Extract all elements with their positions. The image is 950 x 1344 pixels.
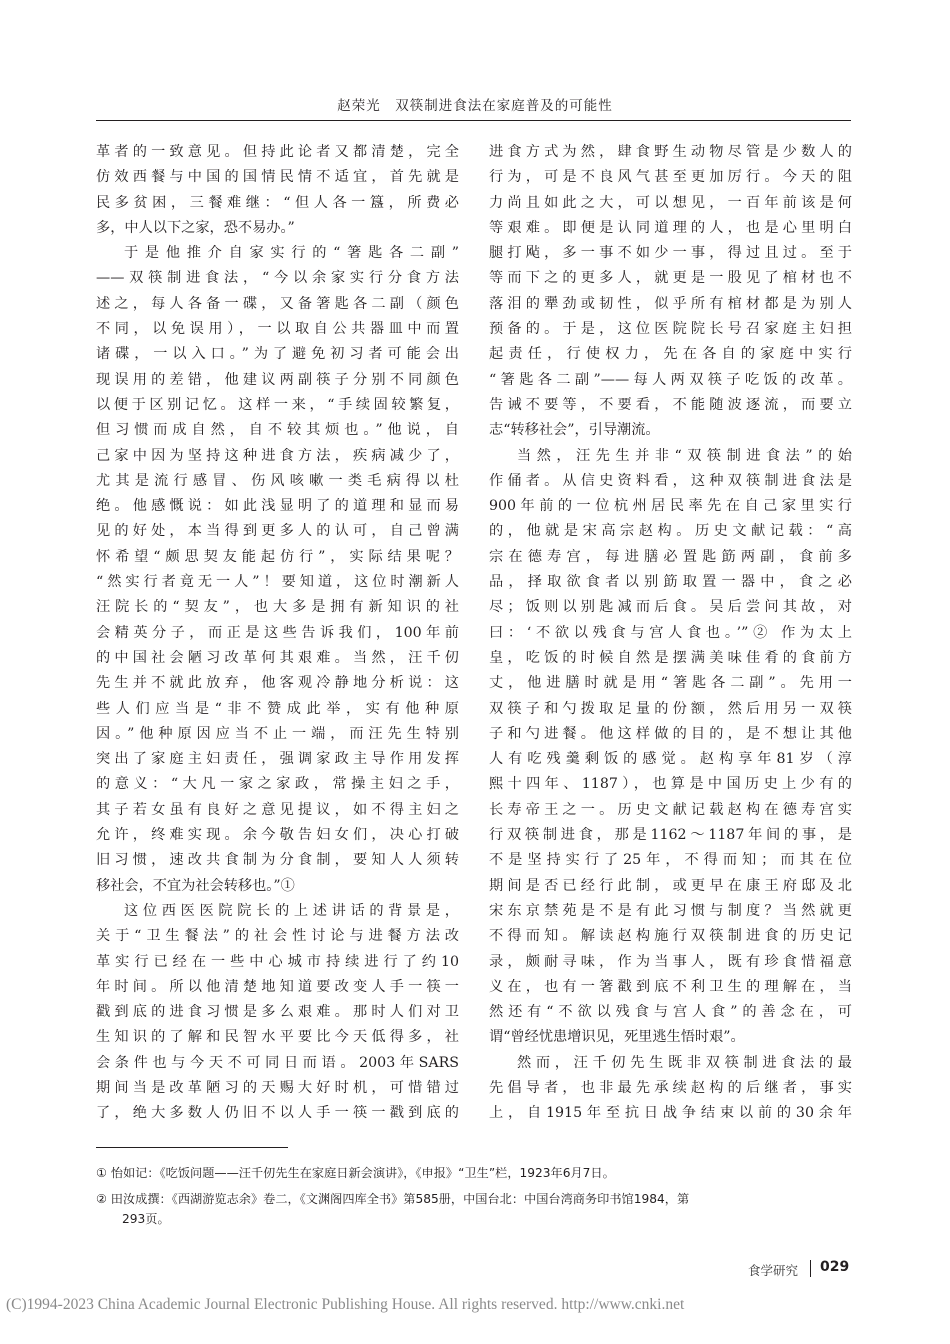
text-line: 期间当是改革陋习的天赐大好时机，可惜错过 [96,1079,459,1096]
text-line: 子和勺进餐。他这样做的目的，是不想让其他 [489,725,852,742]
text-line: 旧习惯，速改共食制为分食制，要知人人须转 [96,852,459,869]
text-line: 因。”他种原因应当不止一端，而汪先生特别 [96,725,459,742]
text-line: 绝。他感慨说：如此浅显明了的道理和显而易 [96,498,459,515]
footnote-rule [96,1147,288,1148]
text-line: 丈，他进膳时就是用“箸匙各二副”。先用一 [489,675,852,692]
text-line: 但习惯而成自然，自不较其烦也。”他说，自 [96,422,459,439]
text-line: 等艰难。即便是认同道理的人，也是心里明白 [489,219,852,236]
text-line: 录，颇耐寻味，作为当事人，既有珍食惜福意 [489,953,852,970]
text-line: 这位西医医院院长的上述讲话的背景是， [124,902,459,919]
text-line: 谓“曾经忧患增识见，死里逃生悟时艰”。 [489,1029,745,1046]
text-line: 的中国社会陋习改革何其艰难。当然，汪千仞 [96,649,459,666]
text-line: 仿效西餐与中国的国情民情不适宜，首先就是 [96,169,459,186]
text-line: 怀希望“颇思契友能起仿行”，实际结果呢？ [96,548,459,565]
text-line: 见的好处，本当得到更多人的认可，自己曾满 [96,523,459,540]
text-line: 会条件也与今天不可同日而语。2003年SARS [96,1054,459,1071]
text-line: 尽；饭则以别匙减而后食。吴后尝问其故，对 [489,599,852,616]
text-line: 其子若女虽有良好之意见提议，如不得主妇之 [96,801,459,818]
text-line: 述之，每人各备一碟，又备箸匙各二副（颜色 [96,295,459,312]
text-line: 落泪的犟劲或韧性，似乎所有棺材都是为别人 [489,295,852,312]
text-line: 的意义：“大凡一家之家政，常操主妇之手， [96,776,459,793]
text-line: 不是坚持实行了25年，不得而知；而其在位 [489,852,852,869]
text-line: 力尚且如此之大，可以想见，一百年前该是何 [489,194,852,211]
text-line: 皇，吃饭的时候自然是摆满美味佳肴的食前方 [489,649,852,666]
text-line: 己家中因为坚持这种进食方法，疾病减少了， [96,447,459,464]
text-line: 些人们应当是“非不赞成此举，实有他种原 [96,700,459,717]
text-line: 先生并不就此放弃，他客观冷静地分析说：这 [96,675,459,692]
text-line: 等而下之的更多人，就更是一股见了棺材也不 [489,270,852,287]
text-line: 宗在德寿宫，每进膳必置匙筯两副，食前多 [489,548,852,565]
text-line: “箸匙各二副”——每人两双筷子吃饭的改革。 [489,371,852,388]
text-line: 不同，以免误用），一以取自公共器皿中而置 [96,321,459,338]
header-rule [96,120,851,121]
page-number: 029 [820,1259,850,1275]
text-line: 然还有“不欲以残食与宫人食”的善念在，可 [489,1004,852,1021]
text-line: 民多贫困，三餐难继：“但人各一簋，所费必 [96,194,459,211]
text-line: 于是他推介自家实行的“箸匙各二副” [124,245,459,262]
text-line: 革实行已经在一些中心城市持续进行了约10 [96,953,459,970]
running-head: 赵荣光 双筷制进食法在家庭普及的可能性 [337,98,613,114]
text-line: 突出了家庭主妇责任，强调家政主导作用发挥 [96,751,459,768]
left-column [96,140,459,1127]
text-line: 期间是否已经行此制，或更早在康王府邸及北 [489,877,852,894]
text-line: 行为，可是不良风气甚至更加厉行。今天的阻 [489,169,852,186]
text-line: 曰：‘不欲以残食与宫人食也。’”② 作为太上 [489,624,852,641]
text-line: 革者的一致意见。但持此论者又都清楚，完全 [96,144,459,160]
text-line: 关于“卫生餐法”的社会性讨论与进餐方法改 [96,928,459,945]
text-line: 生知识的了解和民智水平要比今天低得多，社 [96,1029,459,1046]
text-line: 长寿帝王之一。历史文献记载赵构在德寿宫实 [489,801,852,818]
text-line: 宋东京禁苑是不是有此习惯与制度？当然就更 [489,902,852,919]
journal-name: 食学研究 [747,1263,798,1278]
footnote-1: ① 怡如记：《吃饭问题——汪千仞先生在家庭日新会演讲》，《申报》“卫生”栏，1923年6月7日。 [96,1166,615,1180]
text-line: 起责任，行使权力，先在各自的家庭中实行 [489,346,852,363]
text-line: 诸碟，一以入口。”为了避免初习者可能会出 [96,346,459,363]
folio-divider [810,1260,811,1277]
text-line: 多，中人以下之家，恐不易办。” [96,219,295,236]
text-line: 的，他就是宋高宗赵构。历史文献记载：“高 [489,523,852,540]
text-line: 了，绝大多数人仍旧不以人手一筷一戳到底的 [96,1105,459,1122]
text-line: 告诫不要等，不要看，不能随波逐流，而要立 [489,396,852,413]
text-line: 志“转移社会”，引导潮流。 [489,422,660,439]
text-line: 熙十四年、1187），也算是中国历史上少有的 [489,776,852,793]
text-line: 腿打飐，多一事不如少一事，得过且过。至于 [489,245,852,262]
text-line: 允许，终难实现。余今敬告妇女们，决心打破 [96,827,459,844]
text-line: 先倡导者，也非最先承续赵构的后继者，事实 [489,1079,852,1096]
text-line: 会精英分子，而正是这些告诉我们，100年前 [96,624,459,641]
text-line: 尤其是流行感冒、伤风咳嗽一类毛病得以杜 [96,472,459,489]
text-line: 以便于区别记忆。这样一来，“手续固较繁复， [96,396,459,413]
text-line: 作俑者。从信史资料看，这种双筷制进食法是 [489,472,852,489]
text-line: 移社会，不宜为社会转移也。”① [96,877,295,894]
text-line: 义在，也有一箸戳到底不利卫生的理解在，当 [489,978,852,995]
text-line: 当然，汪先生并非“双筷制进食法”的始 [517,447,852,464]
text-line: 品，择取欲食者以别筯取置一器中，食之必 [489,574,852,591]
text-line: 行双筷制进食，那是1162～1187年间的事，是 [489,827,852,844]
text-line: 戳到底的进食习惯是多么艰难。那时人们对卫 [96,1004,459,1021]
copyright-notice: (C)1994-2023 China Academic Journal Electronic Publishing House. All rights reserved. http://www.cnki.net [6,1296,685,1313]
right-column [489,140,852,1127]
text-line: 人有吃残羹剩饭的感觉。赵构享年81岁（淳 [489,751,852,768]
text-line: 然而，汪千仞先生既非双筷制进食法的最 [517,1054,852,1071]
text-line: 上，自1915年至抗日战争结束以前的30余年 [489,1105,852,1122]
text-line: 900年前的一位杭州居民率先在自己家里实行 [489,498,852,515]
text-line: “然实行者竟无一人”！要知道，这位时潮新人 [96,574,459,591]
text-line: 汪院长的“契友”，也大多是拥有新知识的社 [96,599,459,616]
text-line: 预备的。于是，这位医院院长号召家庭主妇担 [489,321,852,338]
text-line: 年时间。所以他清楚地知道要改变人手一筷一 [96,978,459,995]
text-line: 现误用的差错，他建议两副筷子分别不同颜色 [96,371,459,388]
text-line: 进食方式为然，肆食野生动物尽管是少数人的 [489,144,852,160]
footnote-2: ② 田汝成撰：《西湖游览志余》卷二，《文渊阁四库全书》第585册，中国台北：中国台湾商务印书馆1984，第 [96,1192,690,1206]
text-line: 双筷子和勺拨取足量的份额，然后用另一双筷 [489,700,852,717]
text-line: 不得而知。解读赵构施行双筷制进食的历史记 [489,928,852,945]
footnote-2-continued: 293页。 [122,1212,170,1226]
text-line: ——双筷制进食法，“今以余家实行分食方法 [96,270,459,287]
